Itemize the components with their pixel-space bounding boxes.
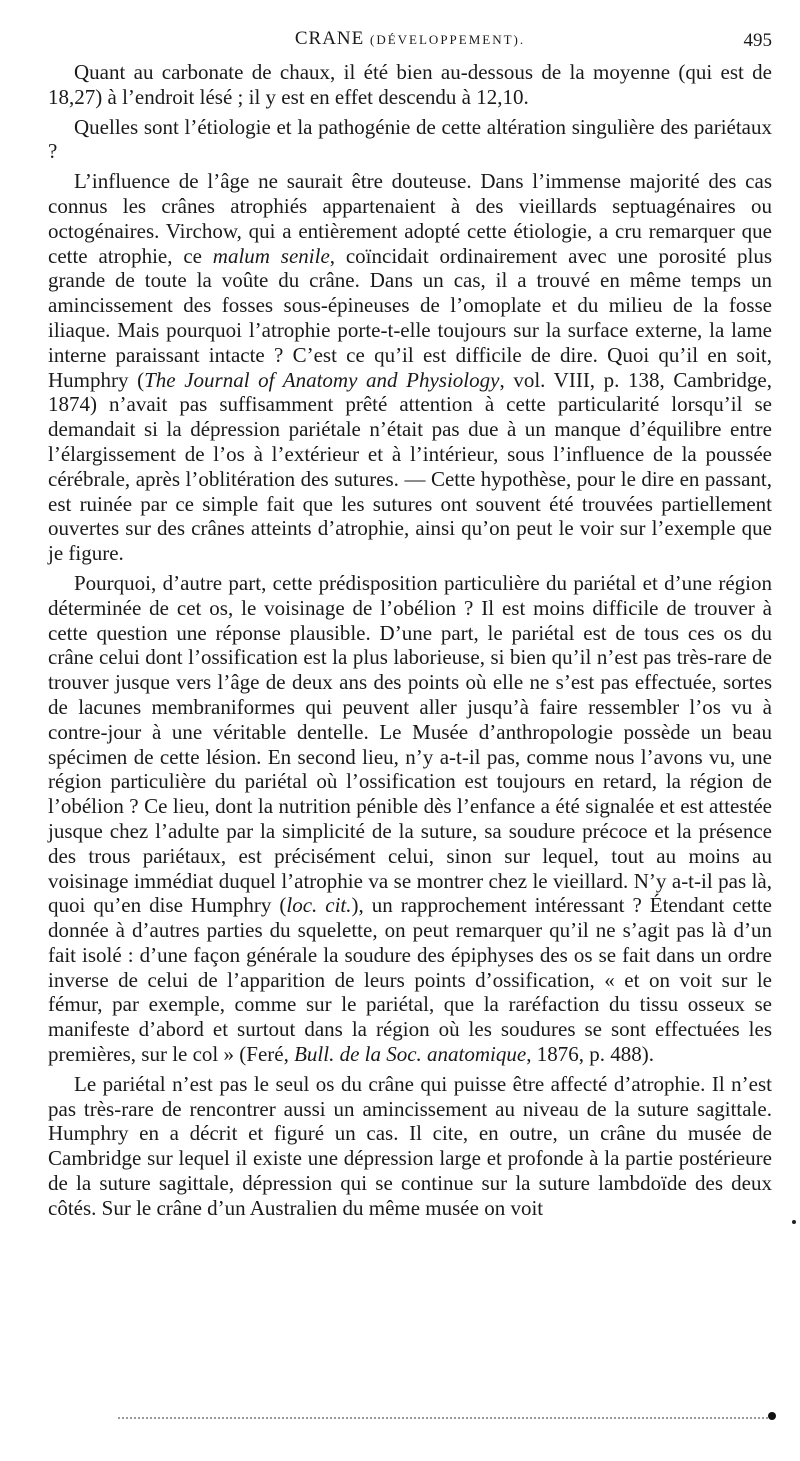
running-head-title <box>48 28 772 50</box>
text-run: Quant au carbonate de chaux, il été bien au-dessous de la moyenne (qui est de 18,27) à l’endroit lésé ; il y est en effet descendu à 12,10. <box>48 60 772 109</box>
scan-dot <box>768 1412 776 1420</box>
bleed-through-line <box>118 1417 768 1419</box>
text-run: , 1876, p. 488). <box>526 1042 654 1067</box>
header-subtitle: (DÉVELOPPEMENT). <box>370 32 526 47</box>
italic-text-run: The Journal of Anatomy and Physiology <box>144 367 500 392</box>
text-run: Le pariétal n’est pas le seul os du crâne qui puisse être affecté d’atrophie. Il n’est pas très-rare de rencontrer aussi un amincissement au niveau de la suture sagittale. Humphry en a décrit et figuré un cas. Il cite, en outre, un crâne du musée de Cambridge sur lequel il existe une dépression large et profonde à la partie postérieure de la suture sagittale, dépression qui se continue sur la suture lambdoïde des deux côtés. Sur le crâne d’un Australien du même musée on voit <box>48 1071 772 1220</box>
italic-text-run: loc. cit. <box>286 893 352 918</box>
text-run: ), un rapprochement intéressant ? Étendant cette donnée à d’autres parties du squelette, on peut remarquer qu’il ne s’agit pas là d’un fait isolé : d’une façon générale la soudure des épiphyses des os se fait dans un ordre inverse de celui de l’apparition de leurs points d’ossification, « et on voit sur le fémur, par exemple, comme sur le pariétal, que la raréfaction du tissu osseux se manifeste d’abord et surtout dans la région où les soudures se sont effectuées les premières, sur le col » (Feré, <box>48 893 772 1067</box>
running-head <box>48 28 772 54</box>
text-run: L’influence de l’âge ne saurait être douteuse. Dans l’immense majorité des cas connus les crânes atrophiés appartenaient à des vieillards septuagénaires ou octogénaires. Virchow, qui a entièrement adopté cette étiologie, a cru remarquer que cette atrophie, ce <box>48 169 772 268</box>
scan-speck <box>792 1220 796 1224</box>
body-text <box>48 60 772 1221</box>
italic-text-run: malum senile <box>212 243 330 268</box>
text-run: Pourquoi, d’autre part, cette prédisposition particulière du pariétal et d’une région déterminée de cet os, le voisinage de l’obélion ? Il est moins difficile de trouver à cette question une réponse plausible. D’une part, le pariétal est de tous ces os du crâne celui dont l’ossification est la plus laborieuse, si bien qu’il n’est pas très-rare de trouver jusque vers l’âge de deux ans des points où elle ne s’est pas effectuée, sortes de lacunes membraniformes qui peuvent aller jusqu’à faire ressembler l’os vu à contre-jour à une véritable dentelle. Le Musée d’anthropologie possède un beau spécimen de cette lésion. En second lieu, n’y a-t-il pas, comme nous l’avons vu, une région particulière du pariétal où l’ossification est toujours en retard, la région de l’obélion ? Ce lieu, dont la nutrition pénible dès l’enfance a été signalée et est attestée jusque chez l’adulte par la simplicité de la suture, sa soudure précoce et la présence des trous pariétaux, est précisément celui, sinon sur lequel, tout au moins au voisinage immédiat duquel l’atrophie va se montrer chez le vieillard. N’y a-t-il pas là, quoi qu’en dise Humphry ( <box>48 570 772 918</box>
page-bottom-artifact <box>118 1412 768 1424</box>
italic-text-run: Bull. de la Soc. anatomique <box>294 1042 527 1067</box>
paragraph <box>48 571 772 1067</box>
page-number: 495 <box>743 30 772 51</box>
text-run: Quelles sont l’étiologie et la pathogénie de cette altération singulière des pariétaux ? <box>48 114 772 164</box>
text-run: , vol. VIII, p. 138, Cambridge, 1874) n’avait pas suffisamment prêté attention à cette particularité lorsqu’il se demandait si la dépression pariétale n’était pas due à un manque d’équilibre entre l’élargissement de l’os à l’extérieur et à l’intérieur, sous l’influence de la poussée cérébrale, après l’oblitération des sutures. — Cette hypothèse, pour le dire en passant, est ruinée par ce simple fait que les sutures ont souvent été trouvées partiellement ouvertes sur des crânes atteints d’atrophie, ainsi qu’on peut le voir sur l’exemple que je figure. <box>48 367 772 566</box>
text-run: , coïncidait ordinairement avec une porosité plus grande de toute la voûte du crâne. Dans un cas, il a trouvé en même temps un amincissement des fosses sous-épineuses de l’omoplate et du milieu de la fosse iliaque. Mais pourquoi l’atrophie porte-t-elle toujours sur la surface externe, la lame interne paraissant intacte ? C’est ce qu’il est difficile de dire. Quoi qu’il en soit, Humphry ( <box>48 243 772 392</box>
paragraph <box>48 60 772 110</box>
paragraph <box>48 115 772 165</box>
paragraph <box>48 169 772 566</box>
paragraph <box>48 1072 772 1221</box>
header-title: CRANE <box>294 28 365 49</box>
